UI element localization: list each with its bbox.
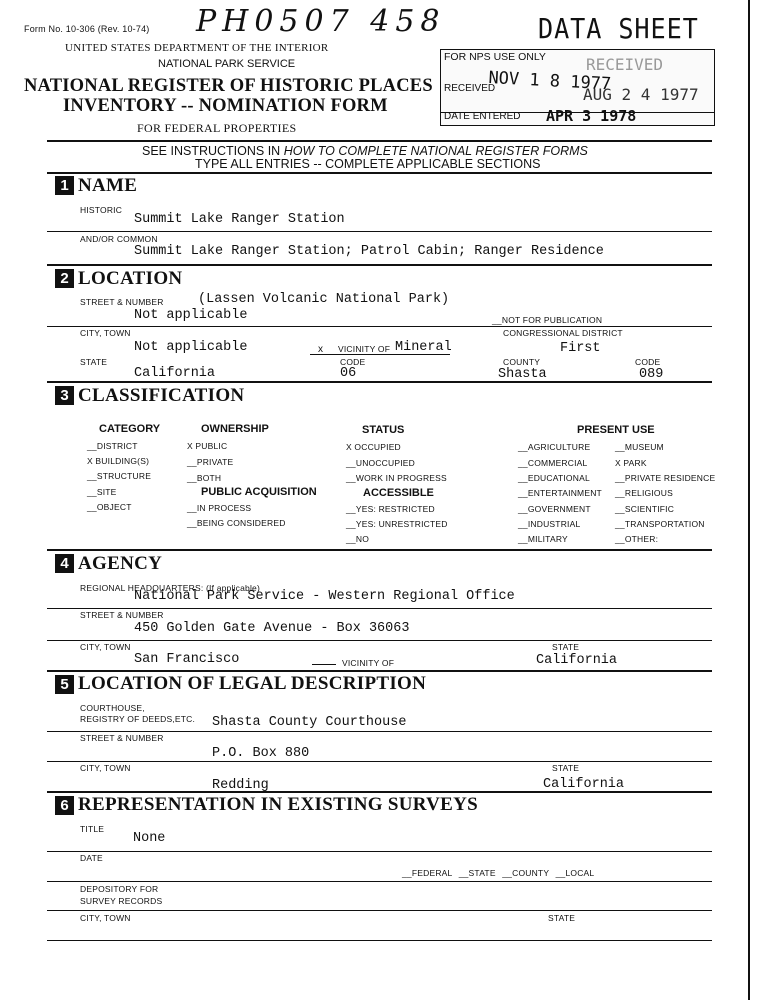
historic-name: Summit Lake Ranger Station — [134, 212, 345, 227]
use-educational: __EDUCATIONAL — [518, 473, 590, 483]
survey-city-label: CITY, TOWN — [80, 913, 131, 923]
status-work-in-progress: __WORK IN PROGRESS — [346, 473, 447, 483]
section-3-number: 3 — [55, 386, 74, 405]
legal-street-label: STREET & NUMBER — [80, 733, 164, 743]
city-label: CITY, TOWN — [80, 328, 131, 338]
handwritten-id: PH0507 458 — [196, 4, 446, 39]
section-4-title: AGENCY — [78, 553, 163, 574]
agency-street-value: 450 Golden Gate Avenue - Box 36063 — [134, 621, 410, 636]
instructions-line-1 — [142, 144, 588, 158]
category-structure: __STRUCTURE — [87, 471, 152, 481]
street-line-2: Not applicable — [134, 308, 248, 323]
category-object: __OBJECT — [87, 502, 132, 512]
section-5-title: LOCATION OF LEGAL DESCRIPTION — [78, 673, 427, 694]
agency-state-label: STATE — [552, 642, 580, 652]
received-stamp: RECEIVED — [586, 55, 664, 74]
state-label: STATE — [80, 357, 108, 367]
congressional-value: First — [560, 341, 601, 356]
rule — [47, 910, 712, 911]
vicinity-underline — [310, 354, 450, 355]
code-value: 06 — [340, 366, 357, 381]
vicinity-label: VICINITY OF — [338, 344, 391, 354]
agency-vicinity-label: VICINITY OF — [342, 658, 395, 668]
use-park: X PARK — [615, 458, 647, 468]
survey-state-label: STATE — [548, 913, 576, 923]
use-private-residence: __PRIVATE RESIDENCE — [615, 473, 716, 483]
section-4-number: 4 — [55, 554, 74, 573]
acq-in-process: __IN PROCESS — [187, 503, 252, 513]
ownership-both: __BOTH — [187, 473, 222, 483]
vicinity-blank — [312, 664, 336, 665]
instructions-line-2: TYPE ALL ENTRIES -- COMPLETE APPLICABLE SECTIONS — [195, 157, 541, 171]
rule — [47, 881, 712, 882]
access-unrestricted: __YES: UNRESTRICTED — [346, 519, 448, 529]
rule — [47, 326, 712, 327]
section-rule — [47, 670, 712, 672]
use-industrial: __INDUSTRIAL — [518, 519, 581, 529]
street-label: STREET & NUMBER — [80, 297, 164, 307]
depository-label-2: SURVEY RECORDS — [80, 896, 163, 906]
use-entertainment: __ENTERTAINMENT — [518, 488, 602, 498]
present-use-heading: PRESENT USE — [577, 424, 655, 436]
vicinity-mark: x — [318, 344, 324, 355]
department: UNITED STATES DEPARTMENT OF THE INTERIOR — [65, 42, 329, 54]
service: NATIONAL PARK SERVICE — [158, 58, 296, 70]
date-entered-label: DATE ENTERED — [444, 111, 521, 122]
agency-street-label: STREET & NUMBER — [80, 610, 164, 620]
received-label: RECEIVED — [444, 83, 496, 94]
section-rule — [47, 264, 712, 266]
section-rule — [47, 381, 712, 383]
courthouse-label-1: COURTHOUSE, — [80, 703, 145, 713]
section-rule — [47, 549, 712, 551]
use-museum: __MUSEUM — [615, 442, 664, 452]
accessible-heading: ACCESSIBLE — [363, 487, 434, 499]
code2-label: CODE — [635, 357, 661, 367]
header-rule — [47, 140, 712, 142]
survey-title-label: TITLE — [80, 824, 105, 834]
congressional-label: CONGRESSIONAL DISTRICT — [503, 328, 623, 338]
legal-state-label: STATE — [552, 763, 580, 773]
code-label: CODE — [340, 357, 366, 367]
ownership-private: __PRIVATE — [187, 457, 234, 467]
received-date: NOV 1 8 1977 — [487, 68, 612, 95]
nps-use-box — [440, 49, 715, 126]
access-restricted: __YES: RESTRICTED — [346, 504, 435, 514]
legal-street-value: P.O. Box 880 — [212, 746, 310, 761]
section-6-title: REPRESENTATION IN EXISTING SURVEYS — [78, 794, 479, 815]
survey-title-value: None — [133, 831, 166, 846]
rule — [47, 940, 712, 941]
form-number: Form No. 10-306 (Rev. 10-74) — [24, 24, 150, 34]
city-value: Not applicable — [134, 340, 248, 355]
section-1-number: 1 — [55, 176, 74, 195]
county-value: Shasta — [498, 367, 547, 382]
rule — [47, 231, 712, 232]
status-occupied: X OCCUPIED — [346, 442, 401, 452]
ownership-heading: OWNERSHIP — [201, 423, 269, 435]
category-heading: CATEGORY — [99, 423, 161, 435]
use-scientific: __SCIENTIFIC — [615, 504, 675, 514]
legal-city-value: Redding — [212, 778, 269, 793]
common-label: AND/OR COMMON — [80, 234, 158, 244]
instructions-prefix: SEE INSTRUCTIONS IN — [142, 144, 284, 158]
regional-hq-value: National Park Service - Western Regional Office — [134, 589, 515, 604]
section-1-title: NAME — [78, 175, 138, 196]
courthouse-label-2: REGISTRY OF DEEDS,ETC. — [80, 714, 196, 724]
category-site: __SITE — [87, 487, 117, 497]
section-6-number: 6 — [55, 796, 74, 815]
state-value: California — [134, 366, 216, 381]
data-sheet-stamp: DATA SHEET — [538, 12, 699, 45]
ownership-public: X PUBLIC — [187, 441, 228, 451]
for-nps-use-label: FOR NPS USE ONLY — [444, 51, 546, 63]
rule — [47, 640, 712, 641]
rule — [47, 731, 712, 732]
rule — [47, 851, 712, 852]
form-title-1: NATIONAL REGISTER OF HISTORIC PLACES — [24, 76, 433, 96]
use-agriculture: __AGRICULTURE — [518, 442, 591, 452]
acq-being-considered: __BEING CONSIDERED — [187, 518, 286, 528]
use-transportation: __TRANSPORTATION — [615, 519, 705, 529]
for-federal-properties: FOR FEDERAL PROPERTIES — [137, 121, 297, 135]
code2-value: 089 — [639, 367, 664, 382]
depository-label-1: DEPOSITORY FOR — [80, 884, 159, 894]
street-line-1: (Lassen Volcanic National Park) — [198, 292, 450, 307]
legal-state-value: California — [543, 777, 625, 792]
common-name: Summit Lake Ranger Station; Patrol Cabin; Ranger Residence — [134, 244, 604, 259]
survey-levels: __FEDERAL __STATE __COUNTY __LOCAL — [402, 868, 595, 878]
use-religious: __RELIGIOUS — [615, 488, 673, 498]
received-stamp-date: AUG 2 4 1977 — [583, 85, 699, 104]
vicinity-value: Mineral — [395, 340, 452, 355]
section-2-title: LOCATION — [78, 268, 183, 289]
instructions-rule — [47, 172, 712, 174]
legal-city-label: CITY, TOWN — [80, 763, 131, 773]
section-3-title: CLASSIFICATION — [78, 385, 245, 406]
section-rule — [47, 791, 712, 793]
status-heading: STATUS — [362, 424, 405, 436]
status-unoccupied: __UNOCCUPIED — [346, 458, 415, 468]
survey-date-label: DATE — [80, 853, 103, 863]
form-title-2: INVENTORY -- NOMINATION FORM — [63, 96, 388, 116]
section-5-number: 5 — [55, 675, 74, 694]
scan-edge — [748, 0, 750, 1000]
use-commercial: __COMMERCIAL — [518, 458, 588, 468]
courthouse-value: Shasta County Courthouse — [212, 715, 407, 730]
regional-hq-label: REGIONAL HEADQUARTERS: (If applicable) — [80, 583, 261, 593]
category-district: __DISTRICT — [87, 441, 138, 451]
section-2-number: 2 — [55, 269, 74, 288]
use-government: __GOVERNMENT — [518, 504, 591, 514]
public-acquisition-heading: PUBLIC ACQUISITION — [201, 486, 317, 498]
instructions-emphasis: HOW TO COMPLETE NATIONAL REGISTER FORMS — [283, 144, 588, 158]
historic-label: HISTORIC — [80, 205, 123, 215]
date-entered: APR 3 1978 — [546, 107, 637, 125]
use-other: __OTHER: — [615, 534, 659, 544]
use-military: __MILITARY — [518, 534, 568, 544]
county-label: COUNTY — [503, 357, 541, 367]
rule — [47, 608, 712, 609]
agency-city-label: CITY, TOWN — [80, 642, 131, 652]
agency-state-value: California — [536, 653, 618, 668]
agency-city-value: San Francisco — [134, 652, 240, 667]
rule — [47, 761, 712, 762]
not-for-publication: __NOT FOR PUBLICATION — [492, 315, 603, 325]
category-buildings: X BUILDING(S) — [87, 456, 150, 466]
access-no: __NO — [346, 534, 370, 544]
